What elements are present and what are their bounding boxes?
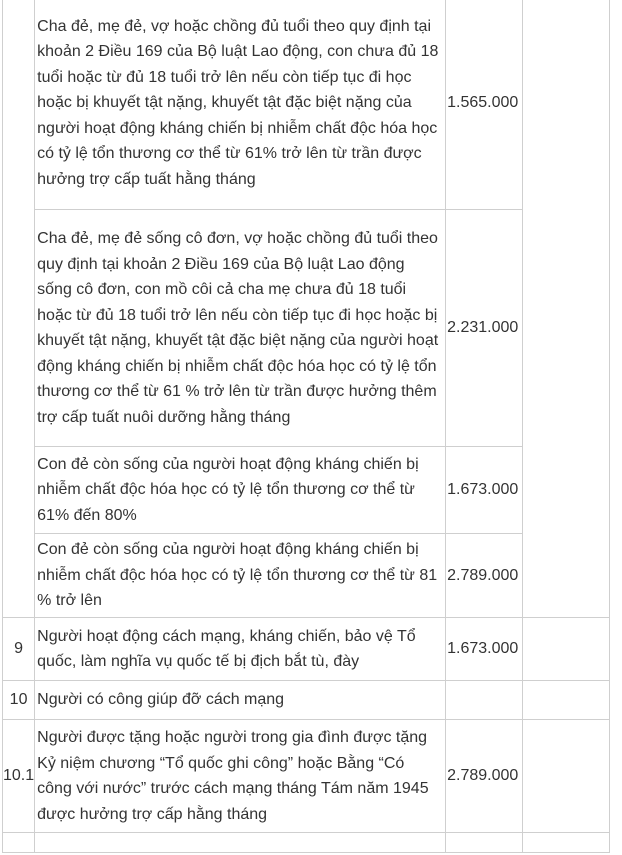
extra-cell bbox=[523, 720, 610, 833]
amount-cell bbox=[446, 833, 523, 853]
amount-cell: 2.789.000 bbox=[446, 720, 523, 833]
description-cell: Cha đẻ, mẹ đẻ, vợ hoặc chồng đủ tuổi theo quy định tại khoản 2 Điều 169 của Bộ luật Lao động, con chưa đủ 18 tuổi hoặc từ đủ 18 tuổi trở lên nếu còn tiếp tục đi học hoặc bị khuyết tật nặng, khuyết tật đặc biệt nặng của người hoạt động kháng chiến bị nhiễm chất độc hóa học có tỷ lệ tổn thương cơ thể từ 61% trở lên từ trần được hưởng trợ cấp tuất hằng tháng bbox=[35, 0, 446, 210]
amount-cell: 1.673.000 bbox=[446, 618, 523, 681]
table-row bbox=[3, 681, 610, 720]
description-cell: Người được tặng hoặc người trong gia đình được tặng Kỷ niệm chương “Tổ quốc ghi công” hoặc Bằng “Có công với nước” trước cách mạng tháng Tám năm 1945 được hưởng trợ cấp hằng tháng bbox=[35, 720, 446, 833]
table-row bbox=[3, 618, 610, 681]
amount-cell: 1.565.000 bbox=[446, 0, 523, 210]
row-number-cell: 9 bbox=[3, 618, 35, 681]
row-number-cell: 10.1 bbox=[3, 720, 35, 833]
extra-cell bbox=[523, 618, 610, 681]
description-cell: Người hoạt động cách mạng, kháng chiến, bảo vệ Tổ quốc, làm nghĩa vụ quốc tế bị địch bắt tù, đày bbox=[35, 618, 446, 681]
row-number-cell bbox=[3, 833, 35, 853]
amount-cell: 2.789.000 bbox=[446, 534, 523, 618]
amount-cell: 2.231.000 bbox=[446, 210, 523, 447]
description-cell: Người có công giúp đỡ cách mạng bbox=[35, 681, 446, 720]
table-row bbox=[3, 210, 610, 447]
table-row bbox=[3, 0, 610, 210]
description-cell bbox=[35, 833, 446, 853]
extra-cell bbox=[523, 0, 610, 618]
description-cell: Con đẻ còn sống của người hoạt động kháng chiến bị nhiễm chất độc hóa học có tỷ lệ tổn thương cơ thể từ 81 % trở lên bbox=[35, 534, 446, 618]
table-row bbox=[3, 534, 610, 618]
amount-cell: 1.673.000 bbox=[446, 447, 523, 534]
description-cell: Cha đẻ, mẹ đẻ sống cô đơn, vợ hoặc chồng đủ tuổi theo quy định tại khoản 2 Điều 169 của Bộ luật Lao động sống cô đơn, con mồ côi cả cha mẹ chưa đủ 18 tuổi hoặc từ đủ 18 tuổi trở lên nếu còn tiếp tục đi học hoặc bị khuyết tật nặng, khuyết tật đặc biệt nặng của người hoạt động kháng chiến bị nhiễm chất độc hóa học có tỷ lệ tổn thương cơ thể từ 61 % trở lên từ trần được hưởng thêm trợ cấp tuất nuôi dưỡng hằng tháng bbox=[35, 210, 446, 447]
allowance-table bbox=[2, 0, 610, 853]
description-cell: Con đẻ còn sống của người hoạt động kháng chiến bị nhiễm chất độc hóa học có tỷ lệ tổn thương cơ thể từ 61% đến 80% bbox=[35, 447, 446, 534]
table-row bbox=[3, 720, 610, 833]
row-number-cell: 10 bbox=[3, 681, 35, 720]
extra-cell bbox=[523, 833, 610, 853]
extra-cell bbox=[523, 681, 610, 720]
table-row bbox=[3, 833, 610, 853]
table-row bbox=[3, 447, 610, 534]
row-number-cell bbox=[3, 0, 35, 618]
amount-cell bbox=[446, 681, 523, 720]
